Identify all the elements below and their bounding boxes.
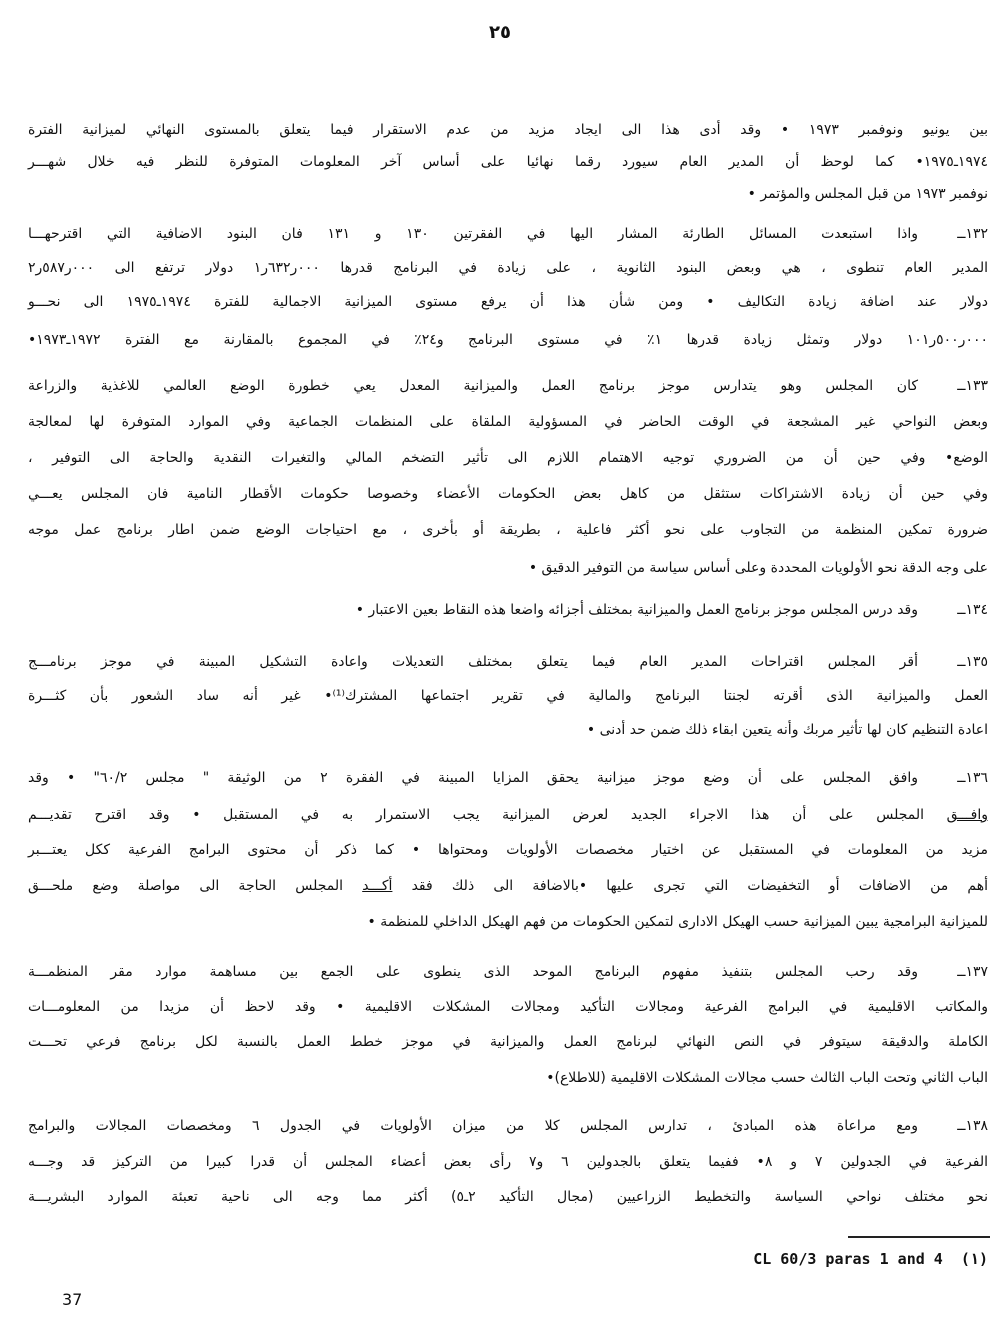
paragraph-138-line: الفرعية في الجدولين ٧ و ٨• ففيما يتعلق بالجدولين ٦ و٧ رأى بعض أعضاء المجلس أن قدرا كبيرا من التركيز قد وجـــه (28, 1154, 988, 1170)
footnote-marker: (١) (960, 1250, 988, 1268)
paragraph-136-line (28, 766, 988, 790)
paragraph-131-line: بين يونيو ونوفمبر ١٩٧٣ • وقد أدى هذا الى ايجاد مزيد من عدم الاستقرار فيما يتعلق بالمستوى النهائي لميزانية الفترة (28, 122, 988, 138)
paragraph-131-line: ١٩٧٤ـ١٩٧٥• كما لوحظ أن المدير العام سيورد رقما نهائيا على أساس آخر المعلومات المتوفرة للنظر فيه خلال شهـــر (28, 154, 988, 170)
paragraph-136-line: مزيد من المعلومات في المستقبل عن اختيار مخصصات الأولويات ومحتواها • كما ذكر أن محتوى البرامج الفرعية ككل يعتـــبر (28, 842, 988, 858)
paragraph-132-line: المدير العام تنطوى ، هي وبعض البنود الثانوية ، على زيادة في البرنامج قدرها ٠٠٠ر٦٣٢ر١ دولار ترتفع الى ٠٠٠ر٥٨٧ر٢ (28, 260, 988, 276)
footnote-text: CL 60/3 paras 1 and 4 (753, 1250, 943, 1268)
paragraph-136-line (28, 874, 988, 898)
page-number: ٢٥ (489, 22, 511, 43)
paragraph-135-line (28, 650, 988, 674)
paragraph-text: وقد درس المجلس موجز برنامج العمل والميزانية بمختلف أجزائه واضعا هذه النقاط بعين الاعتبار • (355, 602, 918, 618)
paragraph-138-line: نحو مختلف نواحي السياسة والتخطيط الزراعيين (مجال التأكيد ٢ـ٥) أكثر مما وجه الى ناحية تعبئة الموارد البشريـــة (28, 1189, 988, 1205)
underlined-word: أكـــد (362, 878, 393, 894)
paragraph-133-line (28, 374, 988, 398)
paragraph-138-line (28, 1114, 988, 1138)
paragraph-number: ١٣٥ــ (957, 654, 988, 670)
paragraph-text: المجلس الحاجة الى مواصلة وضع ملحـــق (28, 878, 363, 894)
paragraph-137-line: الكاملة والدقيقة سيتوفر في النص النهائي لبرنامج العمل والميزانية في موجز خطط العمل بالنسبة لكل برنامج فرعي تحـــت (28, 1034, 988, 1050)
paragraph-137-line: الباب الثاني وتحت الباب الثالث حسب مجالات المشكلات الاقليمية (للاطلاع)• (546, 1070, 988, 1086)
paragraph-132-line: ٠٠٠ر٥٠٠ر١٠١ دولار وتمثل زيادة قدرها ١٪ في مستوى البرنامج و٢٤٪ في المجموع بالمقارنة مع الفترة ١٩٧٢ـ١٩٧٣• (28, 332, 988, 348)
underlined-word: وافـــق (946, 807, 988, 823)
paragraph-text: ومع مراعاة هذه المبادئ ، تدارس المجلس كلا من ميزان الأولويات في الجدول ٦ ومخصصات المجالات والبرامج (28, 1118, 918, 1134)
paragraph-text: واذا استبعدت المسائل الطارئة المشار اليها في الفقرتين ١٣٠ و ١٣١ فان البنود الاضافية التي اقترحهـــا (28, 226, 918, 242)
folio-number: 37 (62, 1290, 83, 1309)
paragraph-text: وقد رحب المجلس بتنفيذ مفهوم البرنامج الموحد الذى ينطوى على الجمع بين مساهمة موارد مقر المنظمـــة (28, 964, 918, 980)
paragraph-number: ١٣٨ــ (957, 1118, 988, 1134)
paragraph-133-line: وفي حين أن زيادة الاشتراكات ستثقل من كاهل بعض الحكومات الأعضاء وخصوصا حكومات الأقطار النامية فان المجلس يعـــي (28, 486, 988, 502)
paragraph-number: ١٣٦ــ (957, 770, 988, 786)
paragraph-137-line (28, 960, 988, 984)
paragraph-135-line: اعادة التنظيم كان لها تأثير مربك وأنه يتعين ابقاء ذلك ضمن حد أدنى • (586, 722, 988, 738)
paragraph-134-line (28, 598, 988, 622)
paragraph-133-line: وبعض النواحي غير المشجعة في الوقت الحاضر في المسؤولية الملقاة على المنظمات الجماعية وفي الموارد المتوفرة لها لمعالجة (28, 414, 988, 430)
paragraph-132-line: دولار عند اضافة زيادة التكاليف • ومن شأن هذا أن يرفع مستوى الميزانية الاجمالية للفترة ١٩٧٤ـ١٩٧٥ الى نحـــو (28, 294, 988, 310)
paragraph-136-line (28, 803, 988, 827)
paragraph-133-line: ضرورة تمكين المنظمة من التجاوب على نحو أكثر فاعلية ، بطريقة أو بأخرى ، مع احتياجات الوضع ضمن اطار برنامج عمل موجه (28, 522, 988, 538)
paragraph-131-line: نوفمبر ١٩٧٣ من قبل المجلس والمؤتمر • (747, 186, 988, 202)
paragraph-text: أهم من الاضافات أو التخفيضات التي تجرى عليها •بالاضافة الى ذلك فقد (392, 878, 988, 894)
paragraph-number: ١٣٤ــ (957, 602, 988, 618)
paragraph-text: كان المجلس وهو يتدارس موجز برنامج العمل والميزانية المعدل يعي خطورة الوضع العالمي للاغذية والزراعة (28, 378, 918, 394)
paragraph-135-line: العمل والميزانية الذى أقرته لجنتا البرنامج والمالية في تقرير اجتماعها المشترك⁽¹⁾• غير أنه ساد الشعور بأن كثـــرة (28, 688, 988, 704)
paragraph-text: المجلس على أن هذا الاجراء الجديد لعرض الميزانية يجب الاستمرار به في المستقبل • وقد اقترح تقديـــم (28, 807, 947, 823)
paragraph-number: ١٣٣ــ (957, 378, 988, 394)
footnote-separator (848, 1236, 990, 1238)
paragraph-133-line: على وجه الدقة نحو الأولويات المحددة وعلى أساس سياسة من التوفير الدقيق • (528, 560, 988, 576)
paragraph-136-line: للميزانية البرامجية يبين الميزانية حسب الهيكل الادارى لتمكين الحكومات من فهم الهيكل الداخلي للمنظمة • (367, 914, 988, 930)
paragraph-text: وافق المجلس على أن وضع موجز ميزانية يحقق المزايا المبينة في الفقرة ٢ من الوثيقة " مجلس ٦٠/٢" • وقد (28, 770, 918, 786)
paragraph-text: أقر المجلس اقتراحات المدير العام فيما يتعلق بمختلف التعديلات واعادة التشكيل المبينة في موجز برنامـــج (28, 654, 918, 670)
paragraph-133-line: الوضع• وفي حين أن من الضروري توجيه الاهتمام اللازم الى تأثير التضخم المالي والتغيرات النقدية والحاجة الى التوفير ، (28, 450, 988, 466)
paragraph-number: ١٣٧ــ (957, 964, 988, 980)
paragraph-number: ١٣٢ــ (957, 226, 988, 242)
paragraph-137-line: والمكاتب الاقليمية في البرامج الفرعية ومجالات التأكيد ومجالات المشكلات الاقليمية • وقد لاحظ أن مزيدا من المعلومـــات (28, 999, 988, 1015)
footnote (753, 1250, 988, 1268)
paragraph-132-line (28, 222, 988, 246)
